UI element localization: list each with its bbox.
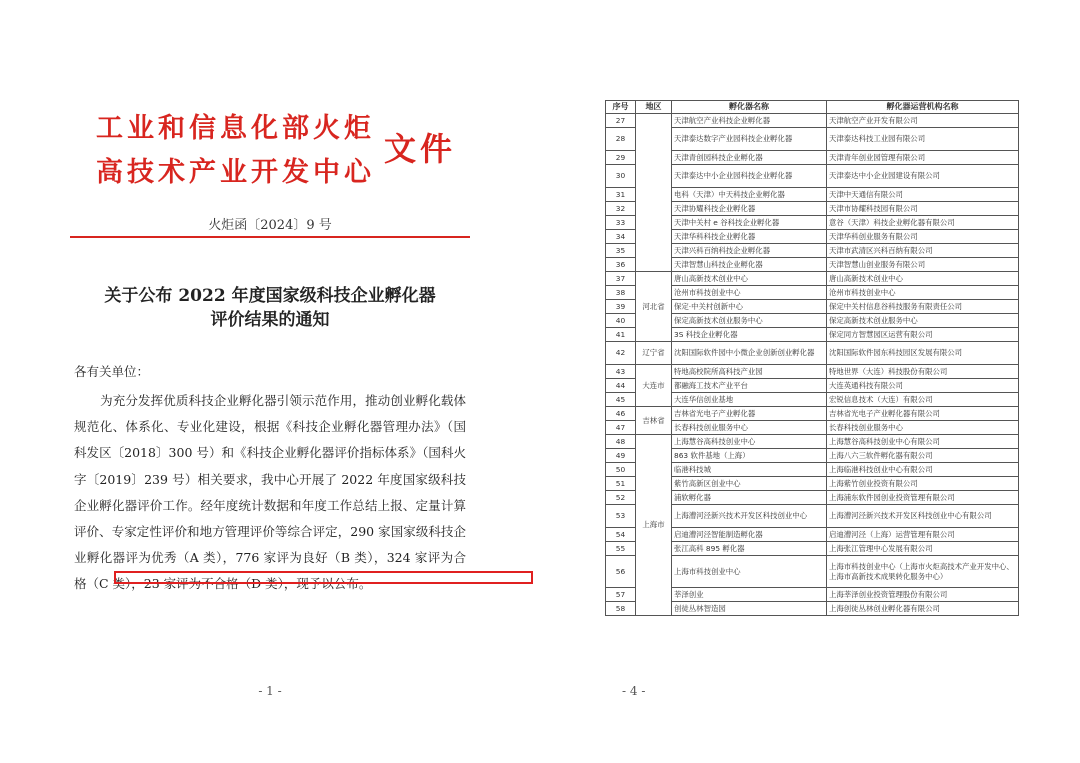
row-number: 49 [606,449,636,463]
header-operator-name: 孵化器运营机构名称 [827,101,1019,114]
row-number: 41 [606,328,636,342]
operator-name: 启迪漕河泾（上海）运营管理有限公司 [827,528,1019,542]
incubator-name: 天津智慧山科技企业孵化器 [672,258,827,272]
region-cell [636,114,672,272]
row-number: 53 [606,505,636,528]
incubator-table-container [605,100,1018,616]
incubator-name: 天津兴科百纳科技企业孵化器 [672,244,827,258]
table-row [606,272,1019,286]
operator-name: 上海浦东软件园创业投资管理有限公司 [827,491,1019,505]
region-cell: 河北省 [636,272,672,342]
issuer-name-line1: 工业和信息化部火炬 [96,113,375,144]
operator-name: 保定同方智慧园区运营有限公司 [827,328,1019,342]
row-number: 54 [606,528,636,542]
incubator-name: 大连华信创业基地 [672,393,827,407]
operator-name: 上海八六三软件孵化器有限公司 [827,449,1019,463]
row-number: 39 [606,300,636,314]
incubator-name: 启迪漕河泾智能制造孵化器 [672,528,827,542]
incubator-name: 天津中关村 e 谷科技企业孵化器 [672,216,827,230]
row-number: 35 [606,244,636,258]
incubator-table [605,100,1019,616]
row-number: 36 [606,258,636,272]
operator-name: 吉林省光电子产业孵化器有限公司 [827,407,1019,421]
row-number: 31 [606,188,636,202]
row-number: 33 [606,216,636,230]
incubator-name: 都融海工技术产业平台 [672,379,827,393]
region-cell: 辽宁省 [636,342,672,365]
incubator-name: 唐山高新技术创业中心 [672,272,827,286]
incubator-name: 天津泰达数字产业园科技企业孵化器 [672,128,827,151]
table-row [606,365,1019,379]
operator-name: 上海市科技创业中心（上海市火炬高技术产业开发中心、上海市高新技术成果转化服务中心） [827,556,1019,588]
issuer-name-line2: 高技术产业开发中心 [96,157,375,188]
highlight-box-row-55 [114,571,533,584]
incubator-name: 紫竹高新区创业中心 [672,477,827,491]
incubator-name: 张江高科 895 孵化器 [672,542,827,556]
incubator-name: 保定·中关村创新中心 [672,300,827,314]
operator-name: 天津青年创业园管理有限公司 [827,151,1019,165]
incubator-name: 天津泰达中小企业园科技企业孵化器 [672,165,827,188]
operator-name: 沈阳国际软件园东科技园区发展有限公司 [827,342,1019,365]
incubator-name: 保定高新技术创业服务中心 [672,314,827,328]
notice-title-line1: 关于公布 2022 年度国家级科技企业孵化器 [104,286,436,306]
document-type-label: 文件 [384,130,457,168]
row-number: 34 [606,230,636,244]
row-number: 45 [606,393,636,407]
incubator-name: 863 软件基地（上海） [672,449,827,463]
row-number: 27 [606,114,636,128]
operator-name: 长春科技创业服务中心 [827,421,1019,435]
operator-name: 上海慧谷高科技创业中心有限公司 [827,435,1019,449]
row-number: 46 [606,407,636,421]
row-number: 43 [606,365,636,379]
table-header-row [606,101,1019,114]
incubator-name: 长春科技创业服务中心 [672,421,827,435]
incubator-name: 吉林省光电子产业孵化器 [672,407,827,421]
red-divider-line [70,236,470,238]
incubator-name: 电科（天津）中天科技企业孵化器 [672,188,827,202]
incubator-name: 浦软孵化器 [672,491,827,505]
incubator-name: 沧州市科技创业中心 [672,286,827,300]
row-number: 58 [606,602,636,616]
row-number: 29 [606,151,636,165]
page-number-right: - 4 - [622,684,646,698]
incubator-name: 上海漕河泾新兴技术开发区科技创业中心 [672,505,827,528]
operator-name: 天津泰达科技工业园有限公司 [827,128,1019,151]
row-number: 47 [606,421,636,435]
row-number: 30 [606,165,636,188]
row-number: 42 [606,342,636,365]
table-row [606,114,1019,128]
operator-name: 意谷（天津）科技企业孵化器有限公司 [827,216,1019,230]
operator-name: 大连英通科技有限公司 [827,379,1019,393]
row-number: 50 [606,463,636,477]
operator-name: 天津华科创业服务有限公司 [827,230,1019,244]
operator-name: 沧州市科技创业中心 [827,286,1019,300]
operator-name: 天津航空产业开发有限公司 [827,114,1019,128]
row-number: 52 [606,491,636,505]
row-number: 55 [606,542,636,556]
operator-name: 上海莘泽创业投资管理股份有限公司 [827,588,1019,602]
header-no: 序号 [606,101,636,114]
operator-name: 上海临港科技创业中心有限公司 [827,463,1019,477]
incubator-name: 创徒丛林智造园 [672,602,827,616]
operator-name: 保定高新技术创业服务中心 [827,314,1019,328]
row-number: 40 [606,314,636,328]
operator-name: 保定中关村信息谷科技服务有限责任公司 [827,300,1019,314]
table-row [606,342,1019,365]
document-number: 火炬函〔2024〕9 号 [208,218,332,233]
table-row [606,407,1019,421]
operator-name: 上海紫竹创业投资有限公司 [827,477,1019,491]
header-incubator-name: 孵化器名称 [672,101,827,114]
incubator-name: 3S 科技企业孵化器 [672,328,827,342]
operator-name: 上海创徒丛林创业孵化器有限公司 [827,602,1019,616]
page-number-left: - 1 - [258,684,282,698]
table-row [606,435,1019,449]
notice-title-line2: 评价结果的通知 [210,310,330,330]
incubator-name: 上海市科技创业中心 [672,556,827,588]
incubator-name: 莘泽创业 [672,588,827,602]
right-page [540,0,1080,763]
operator-name: 特地世界（大连）科技股份有限公司 [827,365,1019,379]
region-cell: 大连市 [636,365,672,407]
row-number: 37 [606,272,636,286]
incubator-name: 天津青创园科技企业孵化器 [672,151,827,165]
incubator-name: 上海慧谷高科技创业中心 [672,435,827,449]
row-number: 32 [606,202,636,216]
incubator-name: 天津协耀科技企业孵化器 [672,202,827,216]
notice-body [74,388,466,598]
table-body [606,114,1019,616]
operator-name: 宏锐信息技术（大连）有限公司 [827,393,1019,407]
row-number: 48 [606,435,636,449]
operator-name: 天津市协耀科技园有限公司 [827,202,1019,216]
incubator-name: 临港科技城 [672,463,827,477]
notice-body-text: 为充分发挥优质科技企业孵化器引领示范作用，推动创业孵化载体规范化、体系化、专业化建设，根据《科技企业孵化器管理办法》（国科发区〔2018〕300 号）和《科技企业孵化器评价指标体系》（国科火字〔2019〕239 号）相关要求，我中心开展了 2022 年度国家级科技企业孵化器评价工作。经年度统计数据和年度工作总结上报、定量计算评价、专家定性评价和地方管理评价等综合评定，290 家国家级科技企业孵化器评为优秀（A 类），776 家评为良好（B 类），324 家评为合格（C 类），23 家评为不合格（D 类），现予以公布。 [74,393,466,592]
row-number: 51 [606,477,636,491]
operator-name: 天津泰达中小企业园建设有限公司 [827,165,1019,188]
row-number: 56 [606,556,636,588]
operator-name: 上海张江管理中心发展有限公司 [827,542,1019,556]
row-number: 44 [606,379,636,393]
row-number: 28 [606,128,636,151]
row-number: 57 [606,588,636,602]
header-region: 地区 [636,101,672,114]
operator-name: 天津中天通信有限公司 [827,188,1019,202]
region-cell: 上海市 [636,435,672,616]
region-cell: 吉林省 [636,407,672,435]
operator-name: 天津市武清区兴科百纳有限公司 [827,244,1019,258]
incubator-name: 沈阳国际软件园中小微企业创新创业孵化器 [672,342,827,365]
incubator-name: 天津华科科技企业孵化器 [672,230,827,244]
incubator-name: 特地高校院所高科技产业园 [672,365,827,379]
operator-name: 天津智慧山创业服务有限公司 [827,258,1019,272]
salutation: 各有关单位： [74,364,150,379]
operator-name: 唐山高新技术创业中心 [827,272,1019,286]
row-number: 38 [606,286,636,300]
operator-name: 上海漕河泾新兴技术开发区科技创业中心有限公司 [827,505,1019,528]
incubator-name: 天津航空产业科技企业孵化器 [672,114,827,128]
